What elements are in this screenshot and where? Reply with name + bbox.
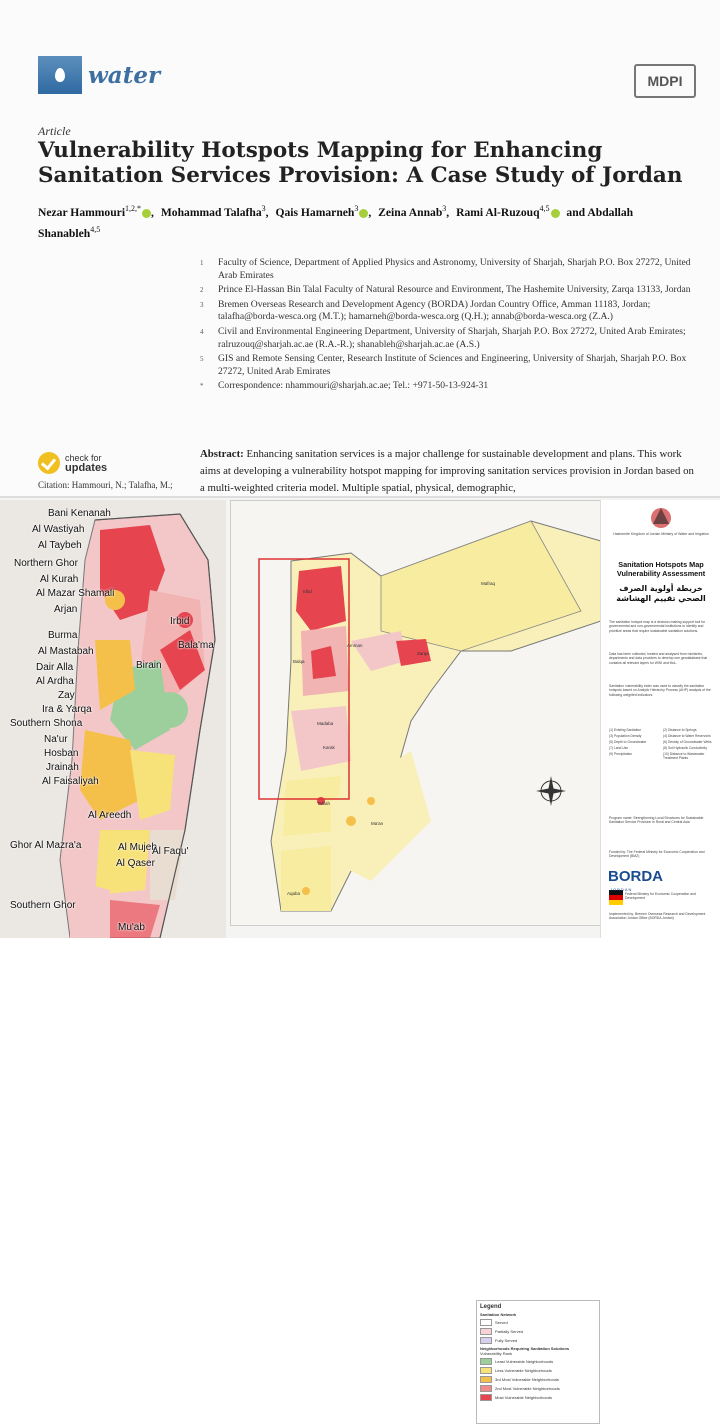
author-name[interactable]: Zeina Annab$^3$,	[378, 204, 453, 219]
panel-text-2: Data has been collected, treated and analysed from ministries, departments and data providers to develop one geodatabase that contains all relevant layers for WWI and MoL.	[609, 652, 708, 665]
legend-swatch	[480, 1376, 492, 1383]
ministry-text: Hashemite Kingdom of Jordan Ministry of Water and Irrigation	[613, 532, 709, 536]
check-line-2: updates	[65, 462, 108, 474]
criterion-item: (5) Depth to Groundwater	[609, 740, 647, 744]
criterion-item: (7) Land Use	[609, 746, 629, 750]
author-name[interactable]: Nezar Hammouri$^{1,2,*}$ ,	[38, 204, 157, 219]
journal-logo[interactable]	[38, 56, 160, 94]
map-region-label: Irbid	[303, 589, 312, 594]
abstract	[200, 446, 700, 497]
jordan-emblem-icon	[601, 504, 720, 534]
map-figure	[0, 496, 720, 1400]
legend-item: Less Vulnerable Neighborhoods	[480, 1367, 596, 1374]
author-name[interactable]: and Abdallah Shanableh$^{4,5}$	[38, 205, 634, 240]
map-region-label: Tafilah	[317, 801, 331, 806]
criterion-item: (2) Distance to Springs	[663, 728, 697, 732]
author-name[interactable]: Qais Hamarneh$^3$ ,	[275, 204, 375, 219]
map-region-label: Ma'an	[371, 821, 384, 826]
paper-first-page	[0, 0, 720, 500]
legend-swatch	[480, 1358, 492, 1365]
affiliation-item: * Correspondence: nhammouri@sharjah.ac.ae; Tel.: +971-50-13-924-31	[200, 380, 489, 392]
affiliation-item: 1 Faculty of Science, Department of Applied Physics and Astronomy, University of Sharjah, Sharjah P.O. Box 27272, United Arab Emirates	[200, 257, 691, 281]
legend-swatch	[480, 1385, 492, 1392]
orcid-icon[interactable]	[551, 209, 560, 218]
map-place-label: Bala'ma	[178, 640, 214, 651]
map-place-label: Bani Kenanah	[48, 508, 111, 519]
map-region-label: Zarqa	[417, 651, 429, 656]
citation-text: Citation: Hammouri, N.; Talafha, M.;	[38, 480, 173, 490]
map-place-label: Zay	[58, 690, 75, 701]
paper-title: Vulnerability Hotspots Mapping for Enhancing Sanitation Services Provision: A Case Study of Jordan	[38, 138, 683, 188]
criteria-list	[609, 728, 713, 760]
map-place-label: Southern Shona	[10, 718, 83, 729]
legend-item: 2nd Most Vulnerable Neighborhoods	[480, 1385, 596, 1392]
affiliation-list	[200, 257, 700, 395]
map-region-label: Aqaba	[287, 891, 301, 896]
map-place-label: Arjan	[54, 604, 78, 615]
criterion-item: (10) Distance to Wastewater Treatment Plants	[663, 752, 705, 760]
legend-item: Most Vulnerable Neighborhoods	[480, 1394, 596, 1401]
orcid-icon[interactable]	[142, 209, 151, 218]
map-place-label: Birain	[136, 660, 162, 671]
map-place-label: Al Areedh	[88, 810, 132, 821]
legend-network-title: Sanitation Network	[480, 1312, 517, 1317]
map-place-label: Hosban	[44, 748, 79, 759]
panel-title: Sanitation Hotspots Map Vulnerability Assessment	[616, 560, 706, 578]
map-place-label: Al Wastiyah	[32, 524, 85, 535]
left-detail-map	[0, 500, 226, 938]
mdpi-logo[interactable]: MDPI	[634, 64, 696, 98]
panel-arabic-title: خريطة أولوية الصرف الصحي تقييم الهشاشة	[616, 584, 706, 603]
map-place-label: Al Qaser	[116, 858, 155, 869]
map-place-label: Al Mujeb	[118, 842, 157, 853]
legend-item: 3rd Most Vulnerable Neighborhoods	[480, 1376, 596, 1383]
affiliation-item: 5 GIS and Remote Sensing Center, Research Institute of Sciences and Engineering, University of Sharjah, Sharjah P.O. Box 27272, United Arab Emirates	[200, 353, 687, 377]
map-place-label: Al Faqu'	[152, 846, 189, 857]
panel-text-3: Sanitation vulnerability index was used to classify the sanitation hotspots based on Analytic Hierarchy Process (AHP) analysis of the following weighted indicators:	[609, 684, 711, 697]
author-list	[38, 200, 698, 242]
map-place-label: Al Ardha	[36, 676, 74, 687]
map-place-label: Jrainah	[46, 762, 79, 773]
legend-swatch	[480, 1319, 492, 1326]
funded-text: Funded by: The Federal Ministry for Economic Cooperation and Development (BMZ)	[609, 850, 705, 859]
map-place-label: Dair Alla	[36, 662, 74, 673]
abstract-label: Abstract:	[200, 448, 244, 460]
affiliation-item: 2 Prince El-Hassan Bin Talal Faculty of Natural Resource and Environment, The Hashemite University, Zarqa 13133, Jordan	[200, 284, 691, 296]
legend-swatch	[480, 1367, 492, 1374]
abstract-text: Enhancing sanitation services is a major challenge for sustainable development and plans. This work aims at developing a vulnerability hotspot mapping for improving sanitation services provision in Jordan based on a multi-weighted criteria model. Multiple spatial, physical, demographic,	[200, 448, 694, 494]
legend-item: Served	[480, 1319, 596, 1326]
map-place-label: Ira & Yarqa	[42, 704, 92, 715]
map-place-label: Southern Ghor	[10, 900, 76, 911]
check-line-1: check for	[65, 453, 102, 463]
legend-item: Partially Served	[480, 1328, 596, 1335]
map-region-label: Balqa	[293, 659, 305, 664]
borda-sub: JORDAN	[610, 887, 633, 892]
map-place-label: Al Taybeh	[38, 540, 82, 551]
implemented-text: Implemented by: Bremen Overseas Research and Development Association Jordan Office (BORDA Jordan)	[609, 912, 706, 921]
legend-rank-sub: Vulnerability Rank	[480, 1351, 513, 1356]
legend-item: Fully Served	[480, 1337, 596, 1344]
criterion-item: (1) Existing Sanitation	[609, 728, 642, 732]
legend-swatch	[480, 1394, 492, 1401]
map-region-label: Madaba	[317, 721, 334, 726]
legend-swatch	[480, 1328, 492, 1335]
article-type: Article	[38, 124, 71, 138]
map-place-label: Northern Ghor	[14, 558, 78, 569]
check-icon	[38, 452, 60, 474]
author-name[interactable]: Mohammad Talafha$^3$,	[160, 204, 272, 219]
map-region-label: Mafraq	[481, 581, 496, 586]
right-country-map	[230, 500, 602, 926]
map-place-label: Al Mazar Shamali	[36, 588, 115, 599]
map-place-label: Ghor Al Mazra'a	[10, 840, 82, 851]
author-name[interactable]: Rami Al-Ruzouq$^{4,5}$	[456, 206, 562, 219]
map-place-label: Irbid	[170, 616, 190, 627]
map-place-label: Al Kurah	[40, 574, 79, 585]
criterion-item: (8) Soil Hydraulic Conductivity	[663, 746, 707, 750]
legend-rank-title: Neighborhoods Requiring Sanitation Solutions	[480, 1346, 570, 1351]
criterion-item: (3) Population Density	[609, 734, 642, 738]
bmz-text: Federal Ministry for Economic Cooperation and Development	[625, 892, 696, 901]
map-region-label: Amman	[347, 643, 363, 648]
map-legend	[476, 1300, 600, 1424]
map-place-label: Al Mastabah	[38, 646, 94, 657]
criterion-item: (9) Precipitation	[609, 752, 633, 756]
journal-name: water	[88, 61, 161, 89]
map-place-label: Al Faisaliyah	[42, 776, 99, 787]
map-place-label: Mu'ab	[118, 922, 145, 933]
legend-item: Least Vulnerable Neighborhoods	[480, 1358, 596, 1365]
map-place-label: Burma	[48, 630, 78, 641]
map-region-label: Karak	[323, 745, 335, 750]
criterion-item: (4) Distance to Water Reservoirs	[663, 734, 711, 738]
program-text: Program name: Strengthening Local Structures for Sustainable Sanitation Service Provision in Rural and Central Asia	[609, 816, 704, 825]
panel-text-1: The sanitation hotspot map is a decision-making support tool for governmental and non-governmental institutions to identify and prioritize areas that require sustainable sanitation solutions.	[609, 620, 706, 633]
water-drop-icon	[38, 56, 82, 94]
affiliation-item: 3 Bremen Overseas Research and Development Agency (BORDA) Jordan Country Office, Amman 11183, Jordan; talafha@borda-wesca.org (M.T.); hamarneh@borda-wesca.org (Q.H.); annab@borda-wesca.org (Z.A.)	[200, 298, 651, 323]
legend-title: Legend	[480, 1304, 502, 1310]
borda-logo[interactable]: BORDA	[608, 868, 663, 885]
right-map-graphic	[231, 501, 601, 925]
map-place-label: Na'ur	[44, 734, 68, 745]
criterion-item: (6) Density of Groundwater Wells	[663, 740, 712, 744]
affiliation-item: 4 Civil and Environmental Engineering Department, University of Sharjah, Sharjah P.O. Box 27272, United Arab Emirates; ralruzouq@sharjah.ac.ae (R.A.-R.); shanableh@sharjah.ac.ae (A.S.)	[200, 325, 686, 350]
check-for-updates-badge[interactable]	[38, 452, 107, 474]
legend-swatch	[480, 1337, 492, 1344]
orcid-icon[interactable]	[359, 209, 368, 218]
